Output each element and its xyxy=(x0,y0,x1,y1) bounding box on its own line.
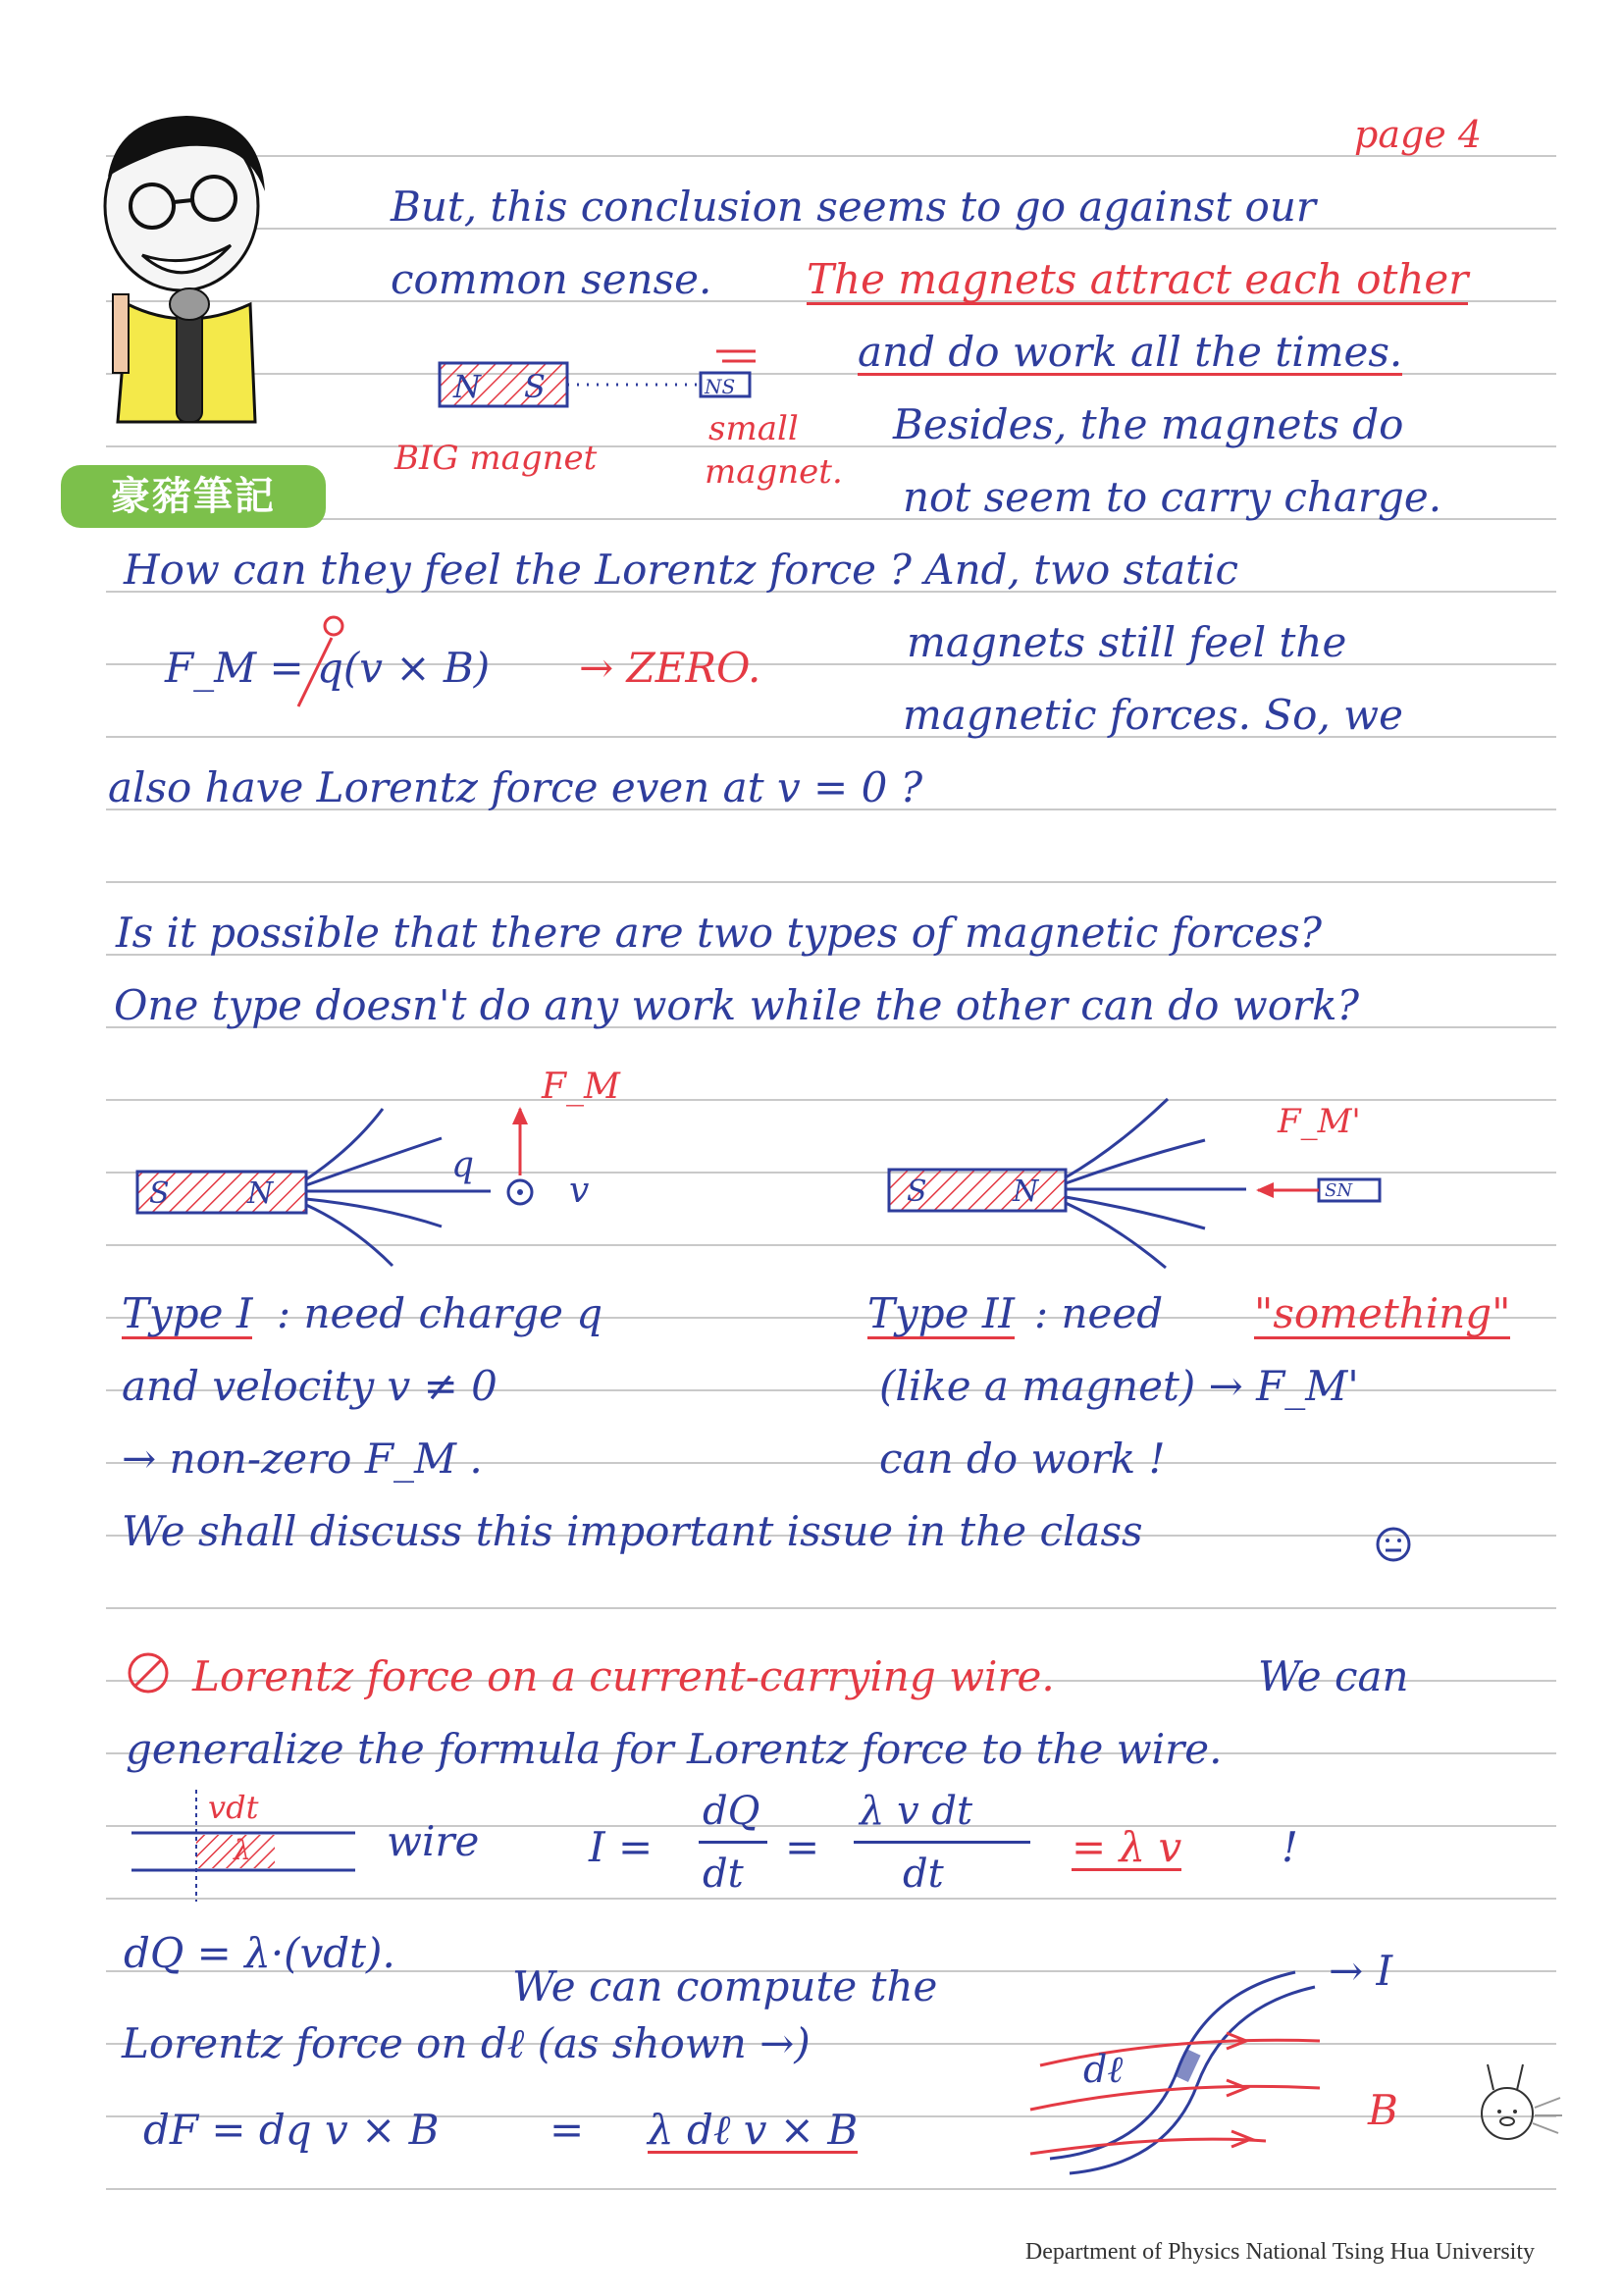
text-line: can do work ! xyxy=(879,1435,1166,1483)
mascot-illustration xyxy=(59,98,343,471)
dl-label: dℓ xyxy=(1083,2048,1124,2091)
text-line: dQ = λ·(vdt). xyxy=(124,1929,395,1977)
text-line: also have Lorentz force even at v = 0 ? xyxy=(108,763,923,811)
velocity-label: v xyxy=(569,1171,590,1211)
eq-frac1-num: dQ xyxy=(703,1789,760,1834)
porcupine-doodle-icon xyxy=(1458,2051,1566,2159)
zero-annotation: → ZERO. xyxy=(579,644,761,692)
text-line: One type doesn't do any work while the other can do work? xyxy=(114,981,1360,1029)
type1-title: Type I xyxy=(122,1289,253,1337)
pole-s: S xyxy=(907,1174,927,1209)
section-bullet-icon xyxy=(126,1650,171,1696)
fraction-bar xyxy=(854,1841,1030,1844)
big-magnet-label: BIG magnet xyxy=(394,439,598,478)
text-line: How can they feel the Lorentz force ? And, two static xyxy=(124,546,1238,594)
pole-s: S xyxy=(149,1176,170,1211)
text-line: : need xyxy=(1034,1289,1164,1337)
text-line: : need charge q xyxy=(277,1289,603,1337)
pole-n: N xyxy=(1013,1174,1039,1209)
small-magnet-label: magnet. xyxy=(705,452,843,492)
text-line: and do work all the times. xyxy=(858,328,1403,376)
text-line: magnetic forces. So, we xyxy=(903,691,1403,739)
eq-frac2-num: λ v dt xyxy=(860,1789,973,1834)
eq-frac1-den: dt xyxy=(703,1852,744,1897)
text-line: dF = dq v × B xyxy=(143,2106,440,2154)
force-label: F_M xyxy=(542,1067,620,1107)
text-line: We can xyxy=(1258,1652,1409,1700)
text-line: Is it possible that there are two types of magnetic forces? xyxy=(116,909,1323,957)
section-heading: Lorentz force on a current-carrying wire. xyxy=(192,1652,1055,1700)
text-line: not seem to carry charge. xyxy=(903,473,1442,521)
type2-title: Type II xyxy=(867,1289,1016,1337)
rule-line xyxy=(106,2188,1556,2190)
small-magnet-label: small xyxy=(708,409,799,448)
text-line: magnets still feel the xyxy=(907,618,1347,666)
text-line: common sense. xyxy=(391,255,712,303)
pole-s: S xyxy=(524,368,546,405)
text-line: = xyxy=(550,2106,585,2154)
pole-n: N xyxy=(453,368,481,405)
text-line: → non-zero F_M . xyxy=(122,1435,483,1483)
fraction-bar xyxy=(699,1841,767,1844)
pole-n: N xyxy=(247,1176,274,1211)
current-label: → I xyxy=(1329,1947,1393,1995)
text-line: Lorentz force on dℓ (as shown →) xyxy=(122,2019,811,2067)
text-line: But, this conclusion seems to go against our xyxy=(391,183,1316,231)
small-magnet-poles: SN xyxy=(1325,1180,1353,1201)
brand-badge: 豪豬筆記 xyxy=(61,465,326,528)
text-line: and velocity v ≠ 0 xyxy=(122,1362,497,1410)
eq-bang: ! xyxy=(1282,1823,1298,1871)
highlight-text: The magnets attract each other xyxy=(807,255,1469,303)
text-line: Besides, the magnets do xyxy=(893,400,1404,448)
text-line: λ dℓ v × B xyxy=(648,2106,859,2154)
rule-line xyxy=(106,881,1556,883)
eq-frac2-den: dt xyxy=(903,1852,944,1897)
wire-label: wire xyxy=(387,1817,480,1865)
footer-credit: Department of Physics National Tsing Hua University xyxy=(1024,2239,1535,2265)
cross-out-mark xyxy=(290,608,349,716)
smiley-icon xyxy=(1372,1521,1415,1564)
highlight-text: "something" xyxy=(1254,1289,1511,1337)
eq-result: = λ v xyxy=(1072,1823,1182,1871)
lambda-label: λ xyxy=(234,1834,251,1866)
text-line: generalize the formula for Lorentz force to the wire. xyxy=(126,1725,1223,1773)
small-magnet-poles: NS xyxy=(705,375,736,398)
charge-label: q xyxy=(451,1145,475,1185)
rule-line xyxy=(106,1607,1556,1609)
eq-lhs: I = xyxy=(589,1823,654,1871)
force-label: F_M' xyxy=(1278,1102,1361,1141)
vdt-label: vdt xyxy=(208,1789,259,1826)
text-line: We can compute the xyxy=(512,1962,938,2010)
eq-equals: = xyxy=(785,1823,820,1871)
text-line: We shall discuss this important issue in the class xyxy=(122,1507,1143,1555)
formula: F_M = q(v × B) xyxy=(165,644,491,692)
text-line: (like a magnet) → F_M' xyxy=(879,1362,1359,1410)
field-label: B xyxy=(1368,2086,1398,2134)
page-number: page 4 xyxy=(1354,113,1483,156)
